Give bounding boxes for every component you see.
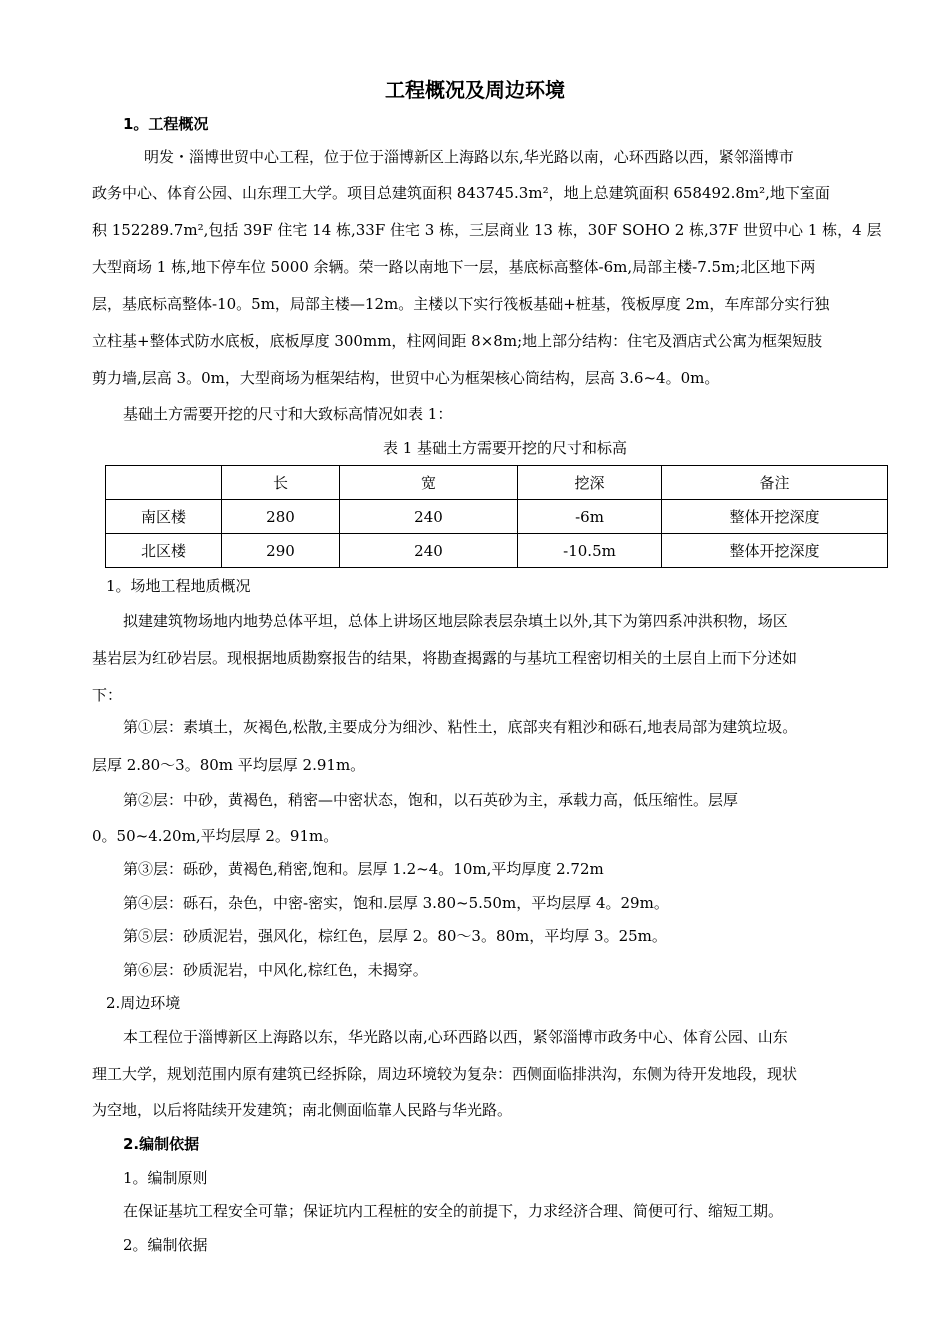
header-cell: 挖深	[518, 466, 662, 500]
geology-layer-3: 第③层：砾砂，黄褐色,稍密,饱和。层厚 1.2~4。10m,平均厚度 2.72m	[123, 860, 604, 878]
environment-heading: 2.周边环境	[106, 994, 181, 1012]
overview-line-5: 层，基底标高整体-10。5m，局部主楼—12m。主楼以下实行筏板基础+桩基，筏板厚度 2m，车库部分实行独	[92, 295, 830, 313]
geology-layer-1-thickness: 层厚 2.80～3。80m 平均层厚 2.91m。	[92, 756, 366, 774]
geology-layer-6: 第⑥层：砂质泥岩，中风化,棕红色，未揭穿。	[123, 961, 428, 979]
section-1-heading: 1。工程概况	[123, 115, 209, 133]
geology-line-3: 下：	[92, 686, 123, 704]
geology-heading: 1。场地工程地质概况	[106, 577, 251, 595]
header-cell	[106, 466, 222, 500]
environment-line-1: 本工程位于淄博新区上海路以东，华光路以南,心环西路以西，紧邻淄博市政务中心、体育公园、山东	[123, 1028, 788, 1046]
basis-heading: 2。编制依据	[123, 1236, 208, 1254]
table-row	[106, 534, 888, 568]
excavation-table	[105, 465, 888, 568]
section-2-heading: 2.编制依据	[123, 1135, 200, 1153]
environment-line-3: 为空地，以后将陆续开发建筑；南北侧面临靠人民路与华光路。	[92, 1101, 513, 1119]
header-cell: 宽	[340, 466, 518, 500]
table-cell: 整体开挖深度	[662, 500, 888, 534]
page-title: 工程概况及周边环境	[385, 78, 565, 102]
principle-heading: 1。编制原则	[123, 1169, 208, 1187]
geology-layer-2: 第②层：中砂，黄褐色，稍密—中密状态，饱和，以石英砂为主，承载力高，低压缩性。层厚	[123, 791, 739, 809]
table-cell: 南区楼	[106, 500, 222, 534]
table-row	[106, 500, 888, 534]
header-cell: 备注	[662, 466, 888, 500]
geology-line-1: 拟建建筑物场地内地势总体平坦，总体上讲场区地层除表层杂填土以外,其下为第四系冲洪积物，场区	[123, 612, 788, 630]
table-cell: 290	[222, 534, 340, 568]
table-caption: 表 1 基础土方需要开挖的尺寸和标高	[382, 439, 628, 457]
overview-line-2: 政务中心、体育公园、山东理工大学。项目总建筑面积 843745.3m²，地上总建筑面积 658492.8m²,地下室面	[92, 184, 830, 202]
table-cell: 整体开挖深度	[662, 534, 888, 568]
overview-line-1: 明发・淄博世贸中心工程，位于位于淄博新区上海路以东,华光路以南，心环西路以西，紧邻淄博市	[144, 148, 794, 166]
geology-layer-4: 第④层：砾石，杂色，中密-密实，饱和.层厚 3.80~5.50m，平均层厚 4。29m。	[123, 894, 669, 912]
principle-text: 在保证基坑工程安全可靠；保证坑内工程桩的安全的前提下，力求经济合理、简便可行、缩短工期。	[123, 1202, 784, 1220]
header-cell: 长	[222, 466, 340, 500]
overview-line-7: 剪力墙,层高 3。0m，大型商场为框架结构，世贸中心为框架核心筒结构，层高 3.6~4。0m。	[92, 369, 720, 387]
table-cell: 240	[340, 534, 518, 568]
table-cell: 北区楼	[106, 534, 222, 568]
table-cell: -6m	[518, 500, 662, 534]
table-header-row	[106, 466, 888, 500]
geology-layer-1: 第①层：素填土，灰褐色,松散,主要成分为细沙、粘性土，底部夹有粗沙和砾石,地表局部为建筑垃圾。	[123, 718, 798, 736]
overview-line-4: 大型商场 1 栋,地下停车位 5000 余辆。荣一路以南地下一层，基底标高整体-6m,局部主楼-7.5m;北区地下两	[92, 258, 816, 276]
table-cell: 280	[222, 500, 340, 534]
environment-line-2: 理工大学，规划范围内原有建筑已经拆除，周边环境较为复杂：西侧面临排洪沟，东侧为待开发地段，现状	[92, 1065, 798, 1083]
table-cell: -10.5m	[518, 534, 662, 568]
table-intro: 基础土方需要开挖的尺寸和大致标高情况如表 1：	[123, 405, 453, 423]
table-cell: 240	[340, 500, 518, 534]
geology-line-2: 基岩层为红砂岩层。现根据地质勘察报告的结果，将勘查揭露的与基坑工程密切相关的土层自上而下分述如	[92, 649, 798, 667]
geology-layer-2-thickness: 0。50~4.20m,平均层厚 2。91m。	[92, 827, 339, 845]
overview-line-3: 积 152289.7m²,包括 39F 住宅 14 栋,33F 住宅 3 栋，三层商业 13 栋，30F SOHO 2 栋,37F 世贸中心 1 栋，4 层	[92, 221, 882, 239]
geology-layer-5: 第⑤层：砂质泥岩，强风化，棕红色，层厚 2。80～3。80m，平均厚 3。25m。	[123, 927, 667, 945]
overview-line-6: 立柱基+整体式防水底板，底板厚度 300mm，柱网间距 8×8m;地上部分结构：住宅及酒店式公寓为框架短肢	[92, 332, 823, 350]
